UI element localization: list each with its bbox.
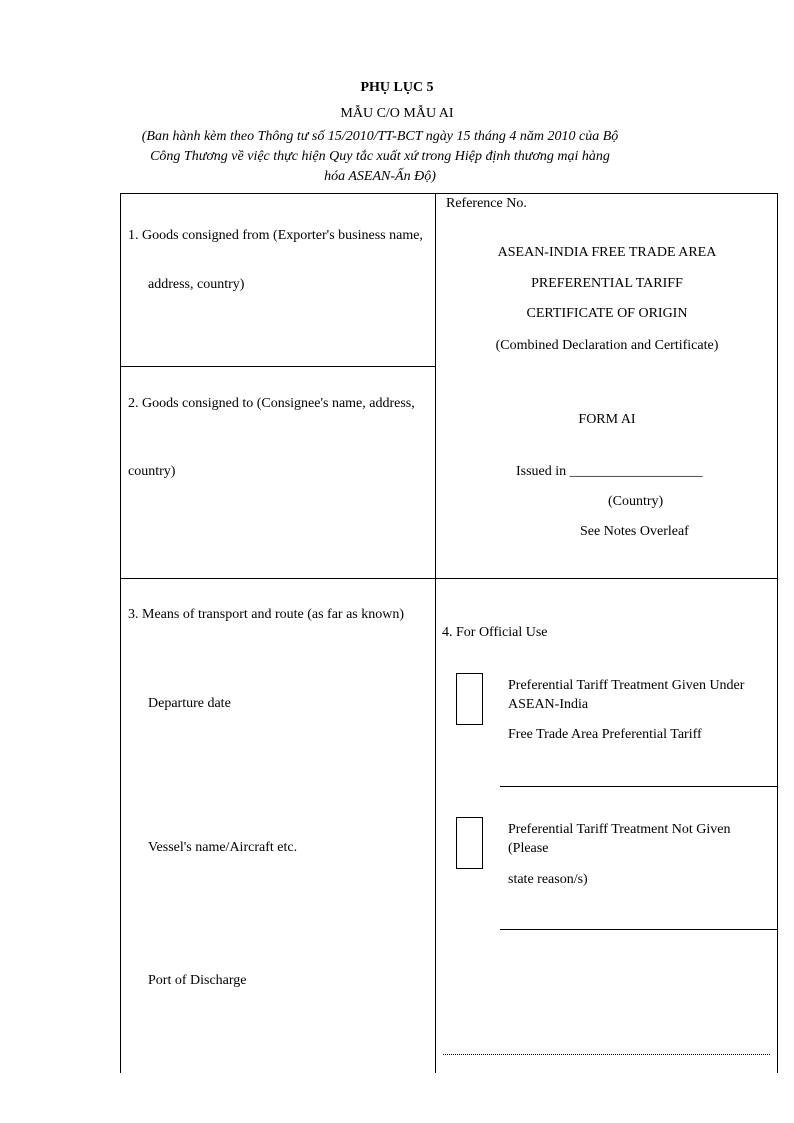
- treatment-given-text: Preferential Tariff Treatment Given Under ASEAN-India: [508, 678, 745, 712]
- preferential-tariff: PREFERENTIAL TARIFF: [531, 276, 683, 291]
- table-left-border: [120, 193, 121, 1073]
- treatment-given-text-2: Free Trade Area Preferential Tariff: [508, 727, 702, 742]
- reference-no: Reference No.: [446, 196, 527, 211]
- given-signature-line[interactable]: [500, 786, 777, 787]
- table-right-border: [777, 193, 778, 1073]
- certificate-title: CERTIFICATE OF ORIGIN: [526, 306, 688, 321]
- see-notes: See Notes Overleaf: [580, 524, 689, 539]
- row-divider: [120, 578, 778, 579]
- box3-label: 3. Means of transport and route (as far as known): [128, 607, 405, 622]
- departure-date-label: Departure date: [148, 696, 231, 711]
- official-signature-dotted-line: [443, 1054, 770, 1055]
- box1-bottom-border: [120, 366, 435, 367]
- treatment-not-given-checkbox[interactable]: [456, 817, 483, 869]
- vessel-name-label: Vessel's name/Aircraft etc.: [148, 840, 298, 855]
- issued-country-label: (Country): [608, 494, 664, 509]
- port-of-discharge-label: Port of Discharge: [148, 973, 247, 988]
- box2-label: 2. Goods consigned to (Consignee's name, address,: [128, 396, 415, 411]
- treatment-given-checkbox[interactable]: [456, 673, 483, 725]
- agreement-name: ASEAN-INDIA FREE TRADE AREA: [497, 245, 717, 260]
- box4-label: 4. For Official Use: [442, 625, 548, 640]
- treatment-not-given-text: Preferential Tariff Treatment Not Given (Please: [508, 822, 731, 856]
- form-subtitle: MẪU C/O MẪU AI: [340, 106, 454, 121]
- table-top-border: [120, 193, 778, 194]
- box1-sublabel: address, country): [148, 277, 245, 292]
- page-title: PHỤ LỤC 5: [360, 80, 434, 95]
- box2-sublabel: country): [128, 464, 176, 479]
- reason-line[interactable]: [500, 929, 777, 930]
- table-middle-divider: [435, 193, 436, 1073]
- issued-in: Issued in ___________________: [516, 464, 703, 479]
- certificate-subtitle: (Combined Declaration and Certificate): [495, 338, 719, 353]
- issuance-note: (Ban hành kèm theo Thông tư số 15/2010/TT-BCT ngày 15 tháng 4 năm 2010 của Bộ Công Thương về việc thực hiện Quy tắc xuất xứ trong Hiệp định thương mại hàng hóa ASEAN-Ấn Độ): [141, 129, 619, 184]
- reason-label: state reason/s): [508, 872, 588, 887]
- form-name: FORM AI: [578, 412, 636, 427]
- box1-label: 1. Goods consigned from (Exporter's business name,: [128, 228, 423, 243]
